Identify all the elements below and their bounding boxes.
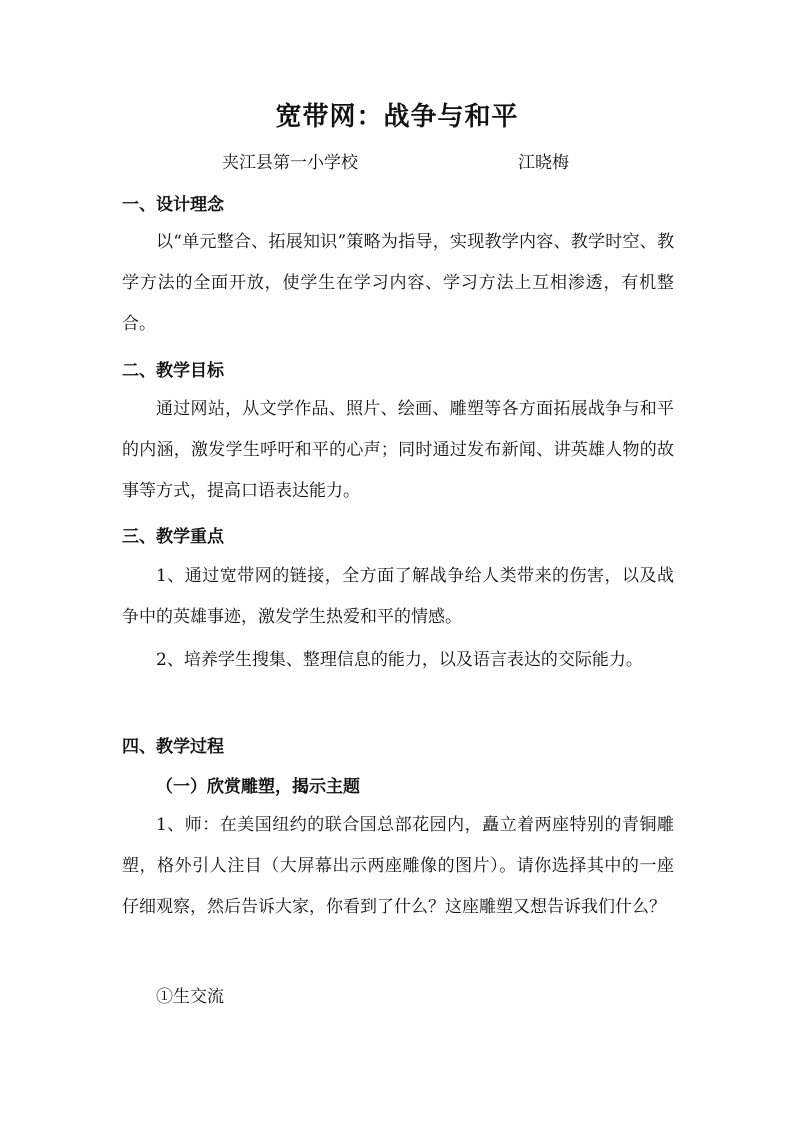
paragraph-process: 1、师：在美国纽约的联合国总部花园内，矗立着两座特别的青铜雕塑，格外引人注目（大屏幕出示两座雕像的图片）。请你选择其中的一座仔细观察，然后告诉大家，你看到了什么？这座雕塑又想告诉我们什么？	[122, 815, 674, 917]
list-item-student-exchange: ①生交流	[156, 987, 224, 1007]
paragraph-focus-1: 1、通过宽带网的链接，全方面了解战争给人类带来的伤害，以及战争中的英雄事迹，激发学生热爱和平的情感。	[122, 566, 674, 627]
section-heading-focus: 三、教学重点	[122, 527, 224, 547]
school-name: 夹江县第一小学校	[222, 153, 358, 173]
section-heading-process: 四、教学过程	[122, 737, 224, 757]
document-title: 宽带网：战争与和平	[275, 102, 519, 132]
section-heading-design: 一、设计理念	[122, 195, 224, 215]
paragraph-design: 以“单元整合、拓展知识”策略为指导，实现教学内容、教学时空、教学方法的全面开放，使学生在学习内容、学习方法上互相渗透，有机整合。	[122, 232, 674, 334]
paragraph-goals: 通过网站，从文学作品、照片、绘画、雕塑等各方面拓展战争与和平的内涵，激发学生呼吁和平的心声；同时通过发布新闻、讲英雄人物的故事等方式，提高口语表达能力。	[122, 399, 674, 501]
author-name: 江晓梅	[518, 153, 569, 173]
subsection-heading: （一）欣赏雕塑，揭示主题	[156, 777, 360, 797]
paragraph-focus-2: 2、培养学生搜集、整理信息的能力，以及语言表达的交际能力。	[156, 650, 643, 670]
section-heading-goals: 二、教学目标	[122, 361, 224, 381]
